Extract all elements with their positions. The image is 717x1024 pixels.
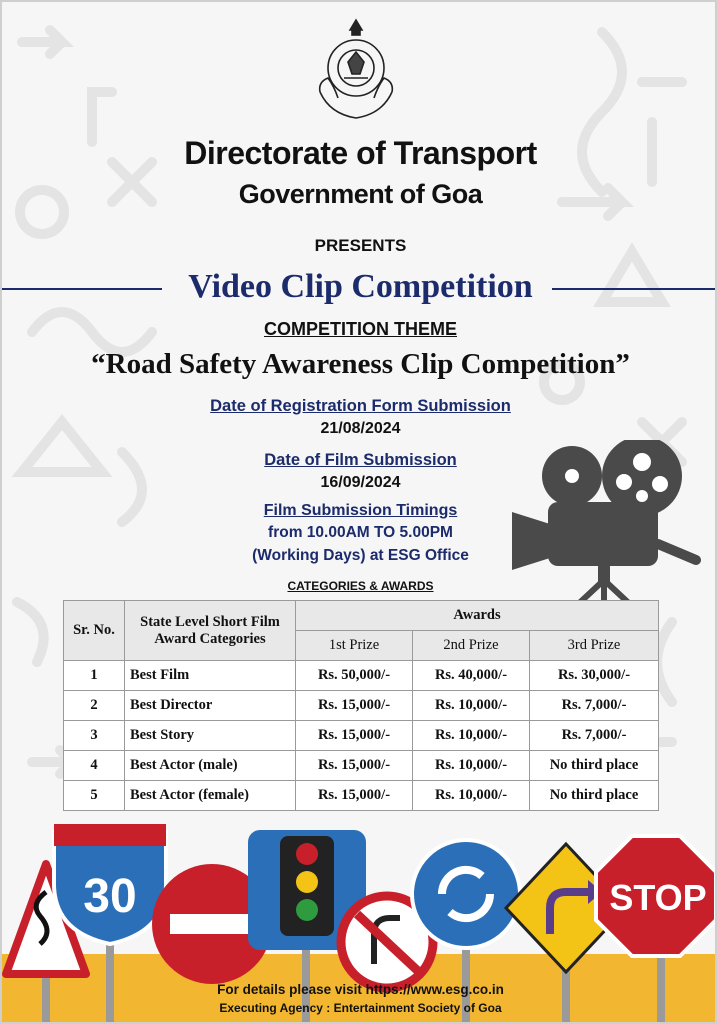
cell-category: Best Actor (female) xyxy=(125,781,296,811)
table-row xyxy=(64,751,659,781)
cell-sr: 4 xyxy=(64,751,125,781)
cell-category: Best Film xyxy=(125,661,296,691)
column-header-category: State Level Short Film Award Categories xyxy=(125,601,296,661)
speed-limit-number: 30 xyxy=(83,870,137,923)
cell-first-prize: Rs. 15,000/- xyxy=(296,751,413,781)
footer-details-link[interactable]: For details please visit https://www.esg.co.in xyxy=(217,982,504,997)
cell-first-prize: Rs. 15,000/- xyxy=(296,691,413,721)
cell-third-prize: No third place xyxy=(530,781,659,811)
cell-sr: 3 xyxy=(64,721,125,751)
cell-category: Best Director xyxy=(125,691,296,721)
cell-sr: 2 xyxy=(64,691,125,721)
cell-second-prize: Rs. 10,000/- xyxy=(413,781,530,811)
table-row xyxy=(64,661,659,691)
theme-heading: COMPETITION THEME xyxy=(264,319,457,339)
cell-sr: 1 xyxy=(64,661,125,691)
footer xyxy=(2,982,717,1015)
column-header-awards: Awards xyxy=(296,601,659,631)
cell-first-prize: Rs. 50,000/- xyxy=(296,661,413,691)
cell-third-prize: Rs. 30,000/- xyxy=(530,661,659,691)
speed-limit-sign xyxy=(54,824,166,944)
timings-hours: from 10.00AM TO 5.00PM xyxy=(268,524,453,541)
cell-third-prize: Rs. 7,000/- xyxy=(530,721,659,751)
cell-second-prize: Rs. 10,000/- xyxy=(413,721,530,751)
cell-category: Best Story xyxy=(125,721,296,751)
stop-sign xyxy=(596,836,716,956)
cell-third-prize: No third place xyxy=(530,751,659,781)
categories-heading: CATEGORIES & AWARDS xyxy=(287,579,434,593)
competition-title-row xyxy=(2,266,717,310)
cell-second-prize: Rs. 10,000/- xyxy=(413,751,530,781)
theme-text: “Road Safety Awareness Clip Competition” xyxy=(91,348,630,380)
cell-third-prize: Rs. 7,000/- xyxy=(530,691,659,721)
cell-category: Best Actor (male) xyxy=(125,751,296,781)
goa-government-emblem xyxy=(310,12,402,124)
roundabout-sign xyxy=(412,840,520,948)
cell-first-prize: Rs. 15,000/- xyxy=(296,721,413,751)
film-submission-label: Date of Film Submission xyxy=(264,451,457,469)
stop-sign-text: STOP xyxy=(609,877,707,918)
directorate-title: Directorate of Transport xyxy=(184,135,537,171)
table-row xyxy=(64,721,659,751)
table-row xyxy=(64,781,659,811)
film-submission-date: 16/09/2024 xyxy=(320,474,401,491)
table-row xyxy=(64,691,659,721)
registration-date: 21/08/2024 xyxy=(320,420,401,437)
government-subtitle: Government of Goa xyxy=(238,179,483,209)
timings-label: Film Submission Timings xyxy=(263,502,458,519)
column-header-first-prize: 1st Prize xyxy=(296,631,413,661)
cell-second-prize: Rs. 40,000/- xyxy=(413,661,530,691)
column-header-sr: Sr. No. xyxy=(64,601,125,661)
timings-days-location: (Working Days) at ESG Office xyxy=(252,547,469,564)
footer-executing-agency: Executing Agency : Entertainment Society of Goa xyxy=(219,1001,502,1015)
presents-label: PRESENTS xyxy=(314,236,407,255)
column-header-second-prize: 2nd Prize xyxy=(413,631,530,661)
table-header-row xyxy=(64,601,659,631)
cell-second-prize: Rs. 10,000/- xyxy=(413,691,530,721)
cell-sr: 5 xyxy=(64,781,125,811)
cell-first-prize: Rs. 15,000/- xyxy=(296,781,413,811)
column-header-third-prize: 3rd Prize xyxy=(530,631,659,661)
competition-title: Video Clip Competition xyxy=(188,268,533,305)
registration-label: Date of Registration Form Submission xyxy=(210,397,511,415)
awards-table xyxy=(63,600,659,811)
